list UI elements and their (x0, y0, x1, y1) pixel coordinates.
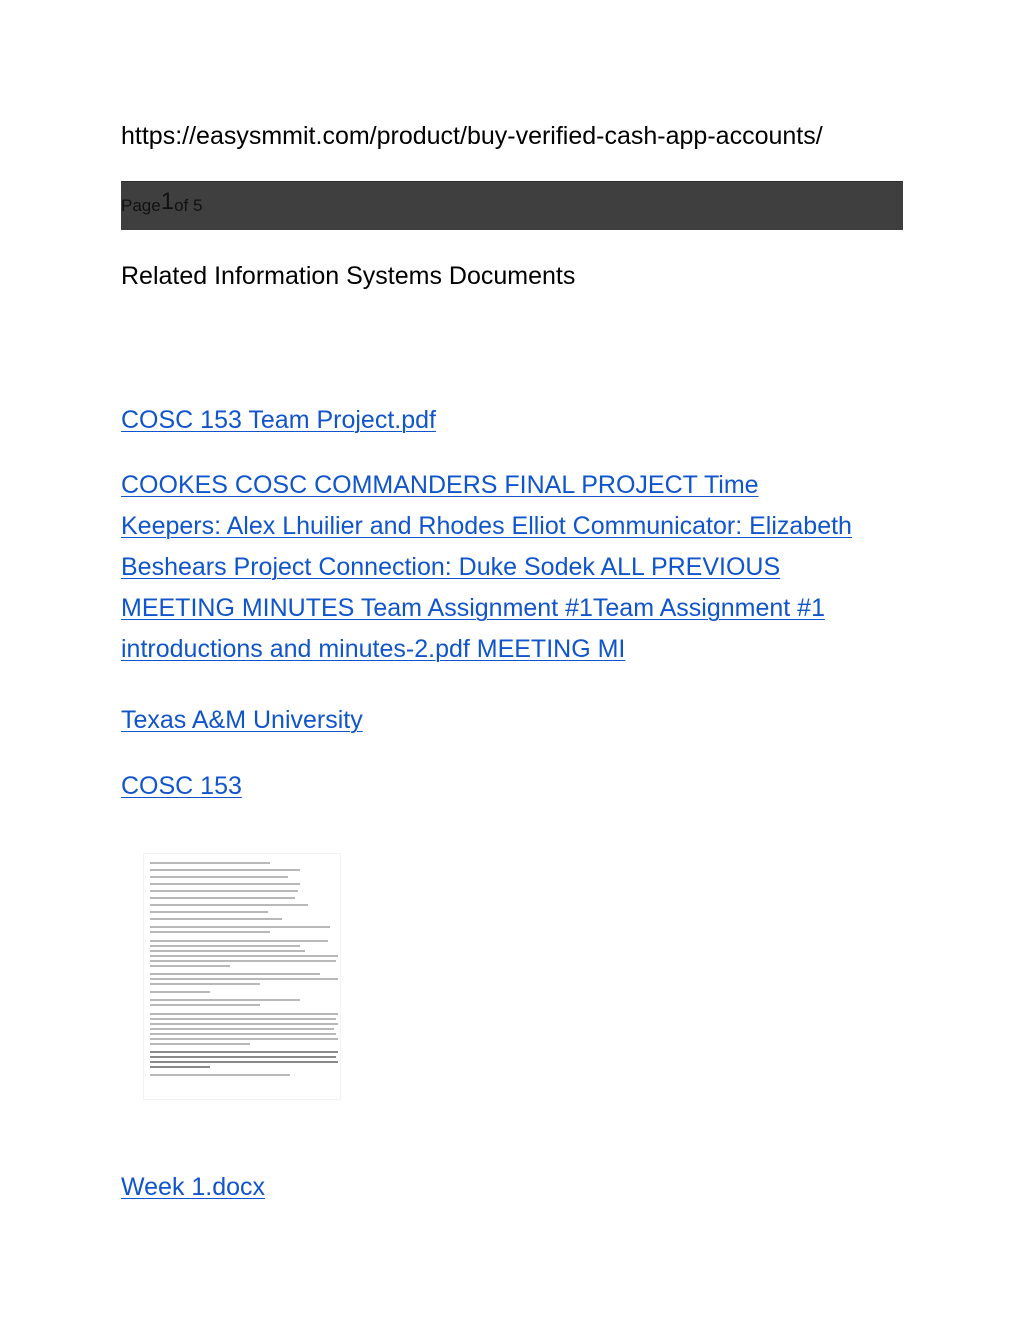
document-link-final-project[interactable]: COOKES COSC COMMANDERS FINAL PROJECT Time Keepers: Alex Lhuilier and Rhodes Elliot Communicator: Elizabeth Beshears Project Connection: Duke Sodek ALL PREVIOUS MEETING MINUTES Team Assignment #1Team Assignment #1 introductions and minutes-2.pdf MEETING MI (121, 471, 852, 663)
page-indicator (121, 190, 202, 218)
document-thumbnail-preview (144, 854, 341, 1100)
document-thumbnail[interactable] (143, 853, 341, 1100)
page-bar (121, 181, 903, 230)
page-label: Page (121, 196, 161, 215)
document-link-cosc-team-project[interactable]: COSC 153 Team Project.pdf (121, 406, 436, 434)
section-heading: Related Information Systems Documents (121, 262, 576, 290)
document-link-course[interactable]: COSC 153 (121, 772, 242, 800)
page-total: of 5 (174, 196, 203, 215)
document-link-week-1[interactable]: Week 1.docx (121, 1173, 266, 1201)
source-url: https://easysmmit.com/product/buy-verified-cash-app-accounts/ (121, 122, 823, 150)
document-link-university[interactable]: Texas A&M University (121, 706, 363, 734)
page-number: 1 (160, 188, 175, 215)
